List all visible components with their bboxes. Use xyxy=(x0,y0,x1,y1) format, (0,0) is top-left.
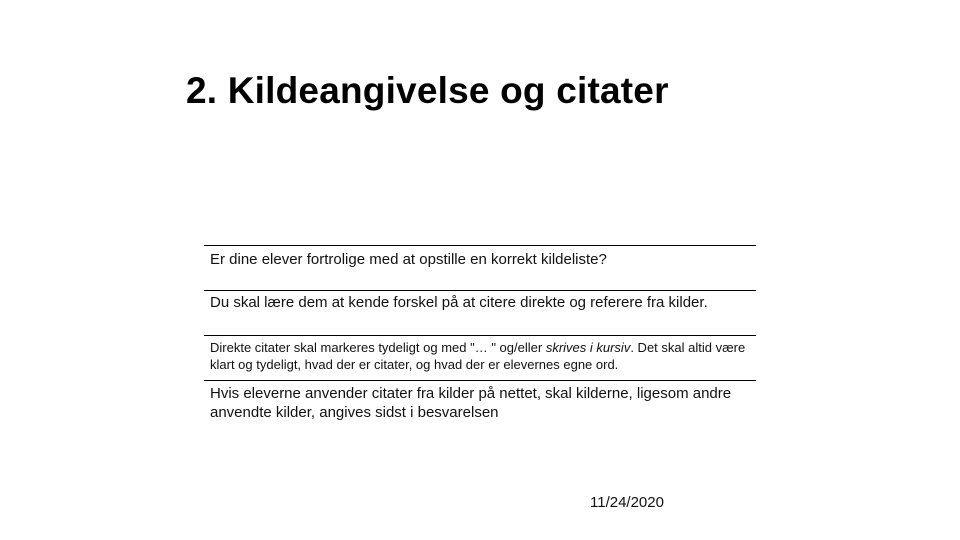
bullet-item-3-text-end: . Det skal altid være klart og tydeligt, hvad der er citater, og hvad der er elevernes egne ord. xyxy=(210,340,746,372)
slide-date: 11/24/2020 xyxy=(590,494,664,511)
bullet-item-3 xyxy=(210,339,758,373)
bullet-item-3-italic: skrives i kursiv xyxy=(545,340,631,355)
divider xyxy=(204,335,756,336)
slide-title: 2. Kildeangivelse og citater xyxy=(186,70,669,111)
bullet-item-1: Er dine elever fortrolige med at opstille en korrekt kildeliste? xyxy=(210,251,607,268)
bullet-item-4: Hvis eleverne anvender citater fra kilder på nettet, skal kilderne, ligesom andre anvendte kilder, angives sidst i besvarelsen xyxy=(210,385,732,421)
divider xyxy=(204,245,756,246)
bullet-item-2: Du skal lære dem at kende forskel på at citere direkte og referere fra kilder. xyxy=(210,294,708,311)
divider xyxy=(204,380,756,381)
divider xyxy=(204,290,756,291)
bullet-item-3-text: Direkte citater skal markeres tydeligt og med "… " og/eller xyxy=(210,340,546,355)
